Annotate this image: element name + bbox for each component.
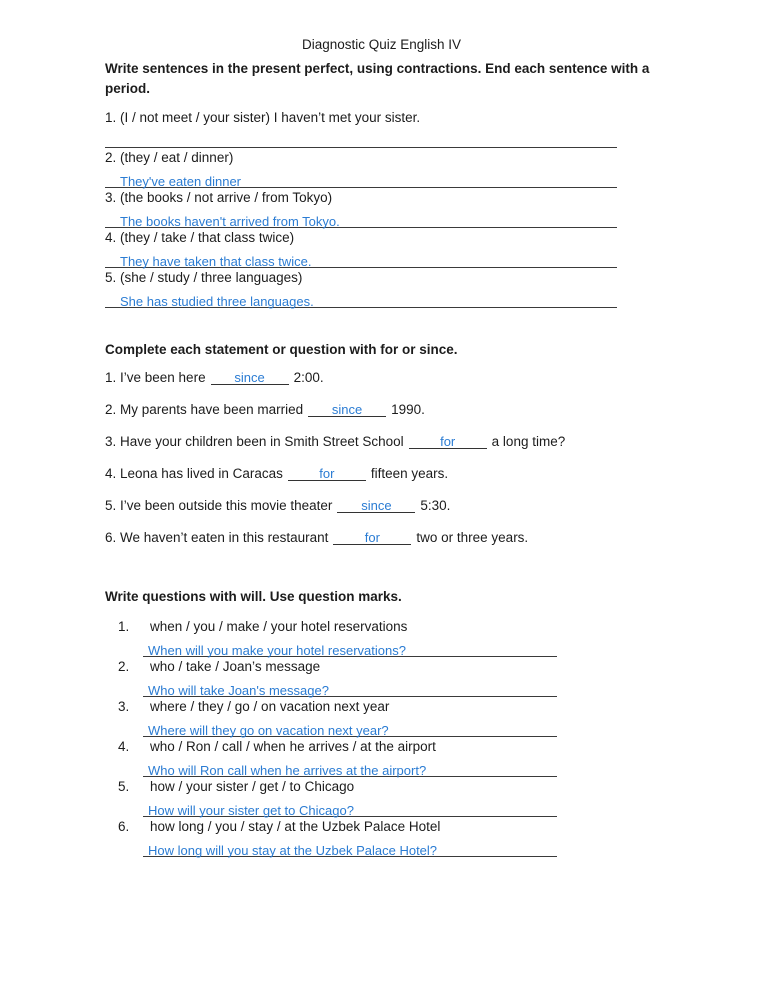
fill-in-item xyxy=(105,497,658,514)
prompt-text: how / your sister / get / to Chicago xyxy=(150,779,355,794)
student-answer: They have taken that class twice. xyxy=(120,254,312,269)
exercise1-item xyxy=(105,228,658,268)
item-number: 5. xyxy=(118,779,130,794)
student-answer: for xyxy=(440,434,456,449)
exercise3-item xyxy=(105,817,658,857)
exercise1-item xyxy=(105,148,658,188)
item-number: 3. xyxy=(118,699,130,714)
exercise3-item xyxy=(105,777,658,817)
fill-in-item xyxy=(105,433,658,450)
section1-exercise xyxy=(105,108,658,308)
question-prompt xyxy=(105,817,658,837)
exercise3-item xyxy=(105,657,658,697)
student-answer: since xyxy=(361,498,392,513)
student-answer: since xyxy=(331,402,363,417)
student-answer: How will your sister get to Chicago? xyxy=(148,803,354,818)
exercise1-item xyxy=(105,108,658,148)
item-number: 6. xyxy=(118,819,130,834)
exercise3-item xyxy=(105,697,658,737)
sentence-end: 5:30. xyxy=(420,498,451,513)
item-number: 1. xyxy=(118,619,130,634)
section3-exercise xyxy=(105,617,658,857)
fill-in-item xyxy=(105,529,658,546)
answer-line[interactable] xyxy=(105,168,617,188)
sentence-start: 3. Have your children been in Smith Street School xyxy=(105,434,404,449)
question-prompt xyxy=(105,737,658,757)
student-answer: When will you make your hotel reservations? xyxy=(148,643,406,658)
question-prompt: 2. (they / eat / dinner) xyxy=(105,150,234,165)
section1-heading-line1: Write sentences in the present perfect, using contractions. End each sentence with a xyxy=(105,61,650,76)
section3-heading: Write questions with will. Use question marks. xyxy=(105,589,402,604)
sentence-start: 1. I’ve been here xyxy=(105,370,206,385)
sentence-end: a long time? xyxy=(491,434,566,449)
question-prompt xyxy=(105,777,658,797)
fill-in-item xyxy=(105,401,658,418)
answer-line[interactable] xyxy=(143,757,557,777)
answer-line[interactable] xyxy=(105,208,617,228)
answer-line[interactable] xyxy=(143,637,557,657)
prompt-text: who / Ron / call / when he arrives / at the airport xyxy=(150,739,436,754)
student-answer: They've eaten dinner xyxy=(120,174,242,189)
answer-line[interactable] xyxy=(143,797,557,817)
sentence-end: two or three years. xyxy=(416,530,529,545)
page-title: Diagnostic Quiz English IV xyxy=(301,37,462,52)
answer-blank[interactable] xyxy=(211,370,289,385)
student-answer: How long will you stay at the Uzbek Palace Hotel? xyxy=(148,843,438,858)
student-answer: for xyxy=(319,466,335,481)
exercise1-item xyxy=(105,188,658,228)
answer-line[interactable] xyxy=(105,248,617,268)
answer-line[interactable] xyxy=(143,717,557,737)
sentence-start: 5. I’ve been outside this movie theater xyxy=(105,498,333,513)
exercise1-item xyxy=(105,268,658,308)
prompt-text: when / you / make / your hotel reservations xyxy=(150,619,408,634)
sentence-start: 6. We haven’t eaten in this restaurant xyxy=(105,530,329,545)
student-answer: for xyxy=(364,530,380,545)
item-number: 4. xyxy=(118,739,130,754)
question-prompt: 1. (I / not meet / your sister) I haven’t met your sister. xyxy=(105,110,421,125)
answer-line[interactable] xyxy=(105,288,617,308)
question-prompt: 5. (she / study / three languages) xyxy=(105,270,303,285)
fill-in-item xyxy=(105,465,658,482)
answer-blank[interactable] xyxy=(409,434,487,449)
student-answer: Where will they go on vacation next year? xyxy=(148,723,389,738)
item-number: 2. xyxy=(118,659,130,674)
answer-blank[interactable] xyxy=(288,466,366,481)
fill-in-item xyxy=(105,369,658,386)
exercise3-item xyxy=(105,737,658,777)
exercise3-item xyxy=(105,617,658,657)
prompt-text: where / they / go / on vacation next year xyxy=(150,699,390,714)
answer-blank[interactable] xyxy=(308,402,386,417)
sentence-end: 1990. xyxy=(391,402,425,417)
answer-line[interactable] xyxy=(143,677,557,697)
student-answer: Who will take Joan's message? xyxy=(148,683,329,698)
question-prompt xyxy=(105,697,658,717)
section2-heading: Complete each statement or question with for or since. xyxy=(105,342,458,357)
student-answer: Who will Ron call when he arrives at the airport? xyxy=(148,763,427,778)
answer-line[interactable] xyxy=(143,837,557,857)
sentence-start: 2. My parents have been married xyxy=(105,402,304,417)
question-prompt xyxy=(105,617,658,637)
sentence-end: fifteen years. xyxy=(370,466,449,481)
section2-exercise xyxy=(105,369,658,546)
answer-blank[interactable] xyxy=(337,498,415,513)
prompt-text: how long / you / stay / at the Uzbek Palace Hotel xyxy=(150,819,441,834)
question-prompt: 4. (they / take / that class twice) xyxy=(105,230,295,245)
answer-blank[interactable] xyxy=(333,530,411,545)
answer-line[interactable] xyxy=(105,128,617,148)
section1-heading-line2: period. xyxy=(105,81,151,96)
sentence-start: 4. Leona has lived in Caracas xyxy=(105,466,283,481)
student-answer: She has studied three languages. xyxy=(120,294,314,309)
student-answer: since xyxy=(234,370,265,385)
question-prompt xyxy=(105,657,658,677)
prompt-text: who / take / Joan’s message xyxy=(150,659,321,674)
question-prompt: 3. (the books / not arrive / from Tokyo) xyxy=(105,190,333,205)
sentence-end: 2:00. xyxy=(293,370,324,385)
student-answer: The books haven't arrived from Tokyo. xyxy=(120,214,340,229)
